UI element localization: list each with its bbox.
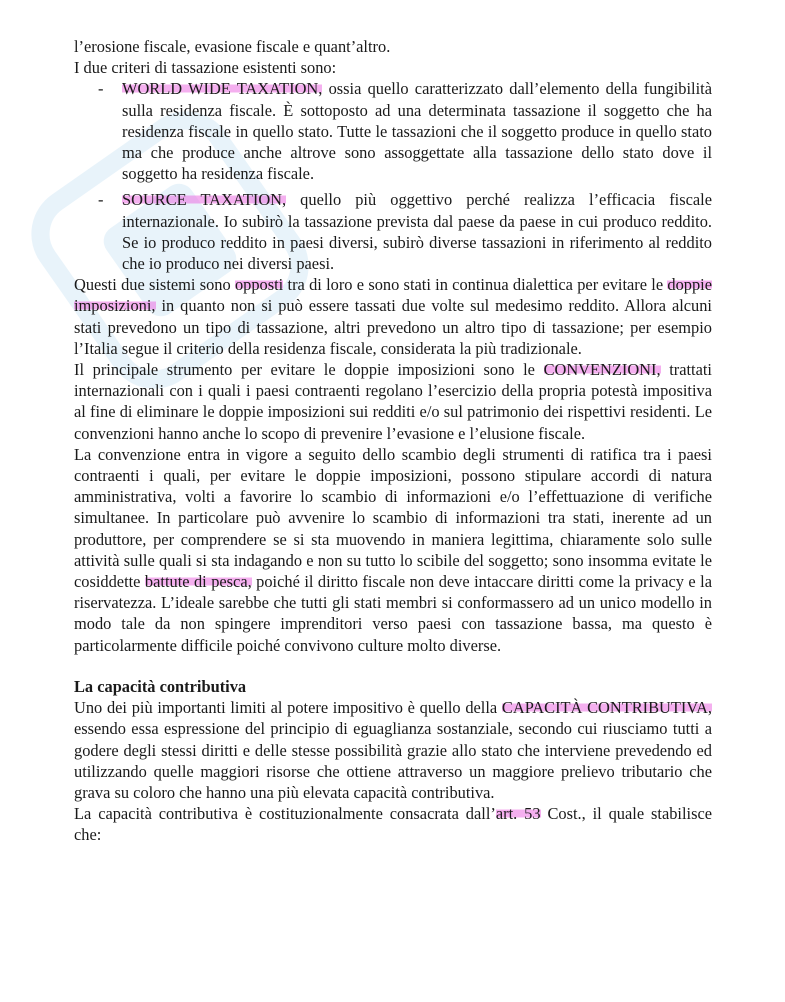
paragraph-art53	[74, 803, 712, 845]
paragraph-intro-2: I due criteri di tassazione esistenti sono:	[74, 58, 337, 78]
highlight-world-wide-taxation: WORLD WIDE TAXATION,	[122, 79, 323, 99]
paragraph-intro-1: l’erosione fiscale, evasione fiscale e quant’altro.	[74, 37, 391, 56]
section-spacer	[74, 656, 712, 676]
text-run: Cost., il quale stabilisce che:	[74, 804, 713, 845]
highlight-opposti: opposti	[234, 275, 284, 295]
bullet-dash: -	[98, 79, 104, 99]
document-page	[74, 36, 712, 846]
text-run: tra di loro e sono stati in continua dialettica per evitare le	[283, 275, 668, 295]
highlight-battute-di-pesca: battute di pesca,	[144, 572, 252, 592]
text-run: trattati internazionali con i quali i paesi contraenti regolano l’esercizio della propria potestà impositiva al fine di eliminare le doppie imposizioni sui redditi e/o sul patrimonio dei rispettivi residenti. Le convenzioni hanno anche lo scopo di prevenire l’evasione e l’elusione fiscale.	[74, 360, 712, 443]
text-run: Il principale strumento per evitare le doppie imposizioni sono le	[74, 360, 544, 380]
highlight-convenzioni: CONVENZIONI,	[543, 360, 661, 380]
highlight-source-taxation: SOURCE TAXATION,	[122, 190, 287, 210]
paragraph-convenzioni	[74, 359, 712, 444]
list-item-source-taxation	[74, 189, 712, 274]
text-run: Questi due sistemi sono	[74, 275, 235, 295]
list-item-text: quello più oggettivo perché realizza l’efficacia fiscale internazionale. Io subirò la tassazione prevista dal paese da paese in cui produco reddito. Se io produco reddito in paesi diversi, subirò diverse tassazioni in riferimento al reddito che io produco nei diversi paesi.	[122, 190, 712, 274]
text-run: poiché il diritto fiscale non deve intaccare diritti come la privacy e la riservatezza. L’ideale sarebbe che tutti gli stati membri si conformassero ad un unico modello in modo tale da non spingere imprenditori verso paesi con tassazione bassa, ma questo è particolarmente difficile poiché convivono culture molto diverse.	[74, 572, 712, 655]
text-run: Uno dei più importanti limiti al potere impositivo è quello della	[74, 698, 502, 718]
paragraph-sistemi	[74, 274, 712, 359]
bullet-dash: -	[98, 190, 104, 210]
highlight-art-53: art. 53	[495, 804, 541, 824]
list-item-text: ossia quello caratterizzato dall’elemento della fungibilità sulla residenza fiscale. È sottoposto ad una determinata tassazione il soggetto che ha residenza fiscale in quello stato. Tutte le tassazioni che il soggetto produce in quello stato ma che produce anche altrove sono assoggettate alla tassazione dello stato dove il soggetto ha residenza fiscale.	[122, 79, 712, 184]
text-run: in quanto non si può essere tassati due volte sul medesimo reddito. Allora alcuni stati prevedono un tipo di tassazione, altri prevedono un altro tipo di tassazione; per esempio l’Italia segue il criterio della residenza fiscale, considerata la più tradizionale.	[74, 296, 712, 358]
text-run: La capacità contributiva è costituzionalmente consacrata dall’	[74, 804, 496, 824]
paragraph-ratifica	[74, 444, 712, 656]
list-item-world-wide-taxation	[74, 78, 712, 184]
text-run: essendo essa espressione del principio di eguaglianza sostanziale, secondo cui riusciamo tutti a godere degli stessi diritti e delle stesse possibilità grazie allo stato che interviene prevedendo ed utilizzando quelle maggiori risorse che ottiene attraverso un maggiore prelievo tributario che grava su coloro che hanno una più elevata capacità contributiva.	[74, 719, 712, 802]
highlight-capacita-contributiva: CAPACITÀ CONTRIBUTIVA,	[501, 698, 713, 718]
paragraph-capacita	[74, 697, 712, 803]
text-run: La convenzione entra in vigore a seguito dello scambio degli strumenti di ratifica tra i paesi contraenti i quali, per evitare le doppie imposizioni, possono stipulare accordi di natura amministrativa, volti a favorire lo scambio di informazioni e/o l’effettuazione di verifiche simultanee. In particolare può avvenire lo scambio di informazioni tra stati, inerente ad un produttore, per comprendere se si sta muovendo in maniera legittima, chiaramente solo sulle attività sulle quali si sta indagando e non su tutto lo scibile del soggetto; sono insomma evitate le cosiddette	[74, 444, 712, 592]
section-heading: La capacità contributiva	[74, 676, 247, 696]
criteria-list	[74, 78, 712, 274]
highlight-doppie-imposizioni: doppie imposizioni,	[74, 275, 713, 316]
